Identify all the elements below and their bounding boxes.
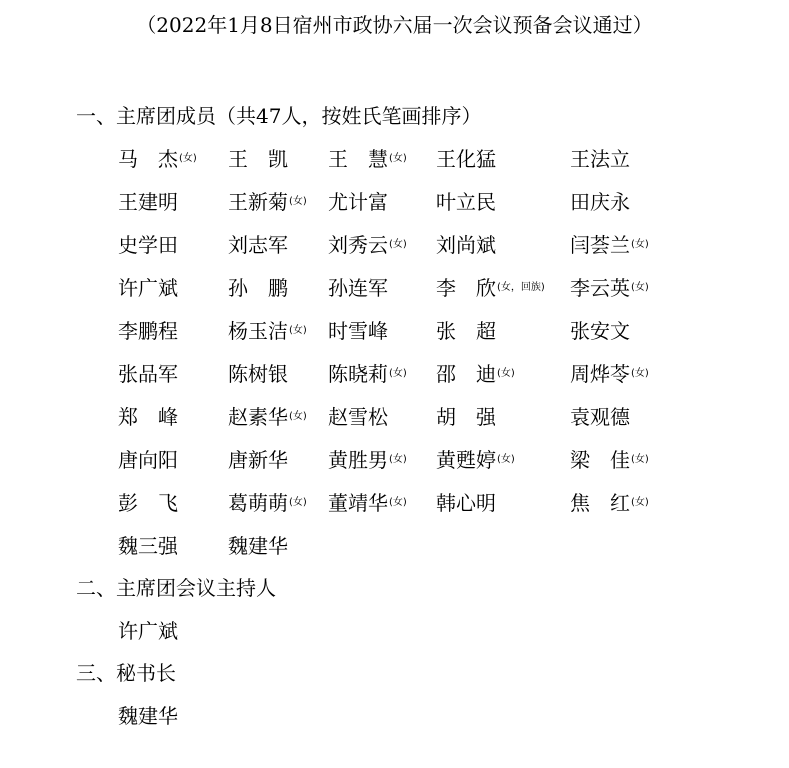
member-note: (女) — [389, 497, 407, 508]
member-name: 王 慧 — [328, 147, 388, 171]
member-name: 杨玉洁 — [228, 319, 288, 343]
member-name: 王新菊 — [228, 190, 288, 214]
member-row — [118, 532, 678, 575]
member-name: 王 凯 — [228, 147, 288, 171]
member-name: 陈树银 — [228, 362, 288, 386]
member-name: 王法立 — [570, 147, 630, 171]
member-note: (女) — [389, 153, 407, 164]
member-entry — [436, 231, 497, 259]
member-name: 葛萌萌 — [228, 491, 288, 515]
member-entry — [228, 145, 289, 173]
member-name: 闫荟兰 — [570, 233, 630, 257]
member-name: 叶立民 — [436, 190, 496, 214]
member-name: 黄胜男 — [328, 448, 388, 472]
member-row — [118, 274, 678, 317]
member-entry — [118, 145, 197, 173]
member-entry — [436, 317, 497, 345]
member-row — [118, 360, 678, 403]
member-entry — [118, 274, 179, 302]
member-name: 唐向阳 — [118, 448, 178, 472]
member-row — [118, 403, 678, 446]
member-entry — [118, 489, 179, 517]
member-name: 赵素华 — [228, 405, 288, 429]
section-title: 一、主席团成员 — [76, 104, 216, 128]
member-row — [118, 188, 678, 231]
member-name: 张 超 — [436, 319, 496, 343]
member-name: 魏三强 — [118, 534, 178, 558]
member-name: 焦 红 — [570, 491, 630, 515]
member-name: 刘尚斌 — [436, 233, 496, 257]
member-note: (女) — [631, 282, 649, 293]
member-name: 时雪峰 — [328, 319, 388, 343]
member-entry — [570, 403, 631, 431]
member-entry — [436, 360, 515, 388]
member-entry — [118, 188, 179, 216]
member-entry — [436, 446, 515, 474]
member-entry — [328, 403, 389, 431]
member-entry — [228, 231, 289, 259]
member-name: 张品军 — [118, 362, 178, 386]
member-name: 李鹏程 — [118, 319, 178, 343]
member-name: 梁 佳 — [570, 448, 630, 472]
member-name: 李 欣 — [436, 276, 496, 300]
member-row — [118, 145, 678, 188]
member-row — [118, 489, 678, 532]
member-entry — [228, 446, 289, 474]
member-entry — [328, 274, 389, 302]
member-entry — [570, 145, 631, 173]
member-name: 马 杰 — [118, 147, 178, 171]
member-entry — [436, 145, 497, 173]
member-name: 张安文 — [570, 319, 630, 343]
section-note: （共47人，按姓氏笔画排序） — [216, 104, 482, 128]
member-entry — [570, 317, 631, 345]
member-name: 刘志军 — [228, 233, 288, 257]
secretary-general-name: 魏建华 — [118, 704, 178, 728]
member-name: 彭 飞 — [118, 491, 178, 515]
member-entry — [118, 317, 179, 345]
member-entry — [436, 403, 497, 431]
member-entry — [436, 489, 497, 517]
member-name: 董靖华 — [328, 491, 388, 515]
member-name: 尤计富 — [328, 190, 388, 214]
member-note: (女) — [289, 325, 307, 336]
member-name: 魏建华 — [228, 534, 288, 558]
member-entry — [228, 360, 289, 388]
member-entry — [328, 188, 389, 216]
member-name: 邵 迪 — [436, 362, 496, 386]
member-name: 周烨苓 — [570, 362, 630, 386]
presiding-member-name: 许广斌 — [118, 619, 178, 643]
member-name: 唐新华 — [228, 448, 288, 472]
member-entry — [570, 446, 649, 474]
member-entry — [118, 403, 179, 431]
member-entry — [436, 188, 497, 216]
member-entry — [328, 489, 407, 517]
member-note: (女) — [289, 411, 307, 422]
member-entry — [328, 317, 389, 345]
member-name: 韩心明 — [436, 491, 496, 515]
member-name: 刘秀云 — [328, 233, 388, 257]
member-note: (女) — [179, 153, 197, 164]
document-subtitle: （2022年1月8日宿州市政协六届一次会议预备会议通过） — [136, 13, 653, 37]
member-entry — [570, 231, 649, 259]
member-entry — [228, 532, 289, 560]
member-note: (女) — [389, 239, 407, 250]
member-note: (女) — [631, 497, 649, 508]
member-name: 史学田 — [118, 233, 178, 257]
member-row — [118, 446, 678, 489]
member-entry — [328, 446, 407, 474]
member-entry — [328, 360, 407, 388]
member-name: 郑 峰 — [118, 405, 178, 429]
member-entry — [570, 489, 649, 517]
member-name: 胡 强 — [436, 405, 496, 429]
member-entry — [118, 231, 179, 259]
member-entry — [228, 489, 307, 517]
member-entry — [328, 145, 407, 173]
member-name: 孙 鹏 — [228, 276, 288, 300]
presidium-member-list — [118, 145, 678, 575]
member-name: 田庆永 — [570, 190, 630, 214]
section-heading-presidium — [76, 102, 481, 130]
member-note: (女) — [389, 368, 407, 379]
member-entry — [118, 360, 179, 388]
member-name: 许广斌 — [118, 276, 178, 300]
member-entry — [228, 274, 289, 302]
member-entry — [228, 317, 307, 345]
member-entry — [328, 231, 407, 259]
member-name: 孙连军 — [328, 276, 388, 300]
member-name: 王建明 — [118, 190, 178, 214]
member-name: 陈晓莉 — [328, 362, 388, 386]
member-row — [118, 231, 678, 274]
member-entry — [570, 360, 649, 388]
member-name: 李云英 — [570, 276, 630, 300]
member-note: (女) — [497, 454, 515, 465]
member-entry — [228, 188, 307, 216]
section-heading-presiding: 二、主席团会议主持人 — [76, 576, 276, 600]
member-note: (女) — [631, 239, 649, 250]
section-heading-secretary: 三、秘书长 — [76, 661, 176, 685]
member-entry — [570, 274, 649, 302]
member-name: 王化猛 — [436, 147, 496, 171]
member-row — [118, 317, 678, 360]
member-entry — [118, 446, 179, 474]
member-note: (女) — [289, 196, 307, 207]
member-note: (女) — [631, 454, 649, 465]
member-entry — [570, 188, 631, 216]
member-note: (女) — [497, 368, 515, 379]
member-note: (女) — [389, 454, 407, 465]
member-name: 袁观德 — [570, 405, 630, 429]
member-note: (女) — [631, 368, 649, 379]
member-entry — [228, 403, 307, 431]
member-note: (女) — [289, 497, 307, 508]
member-name: 黄甦婷 — [436, 448, 496, 472]
member-entry — [436, 274, 545, 302]
member-name: 赵雪松 — [328, 405, 388, 429]
member-entry — [118, 532, 179, 560]
member-note: (女，回族) — [497, 282, 545, 293]
